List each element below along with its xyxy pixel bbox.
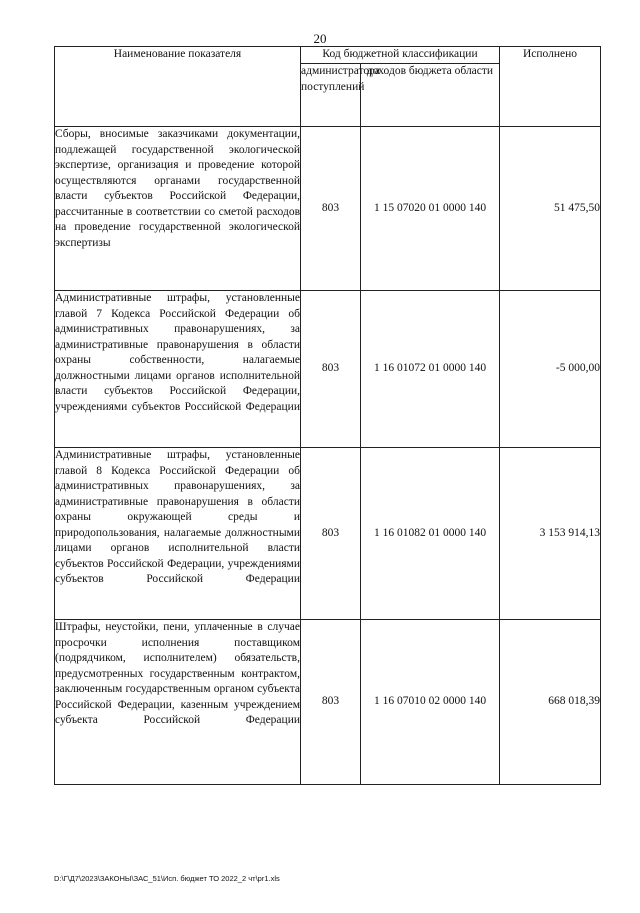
header-row (55, 47, 601, 64)
row-admin-code: 803 (301, 620, 361, 785)
row-revenue-code: 1 16 01072 01 0000 140 (361, 291, 500, 448)
row-name: Штрафы, неустойки, пени, уплаченные в случае просрочки исполнения поставщиком (подрядчиком, исполнителем) обязательств, предусмотренных государственным контрактом, заключенным государственным органом субъекта Российской Федерации, казенным учреждением субъекта Российской Федерации (55, 620, 301, 785)
row-revenue-code: 1 15 07020 01 0000 140 (361, 127, 500, 291)
row-admin-code: 803 (301, 448, 361, 620)
table-row (55, 127, 601, 291)
header-revenue: доходов бюджета области (361, 64, 500, 127)
row-admin-code: 803 (301, 127, 361, 291)
row-name: Сборы, вносимые заказчиками документации, подлежащей государственной экологической экспертизе, организация и проведение которой осуществляются органами государственной власти субъектов Российской Федерации, рассчитанные в соответствии со сметой расходов на проведение государственной экологической экспертизы (55, 127, 301, 291)
row-name: Административные штрафы, установленные главой 8 Кодекса Российской Федерации об административных правонарушениях, за административные правонарушения в области охраны окружающей среды и природопользования, налагаемые должностными лицами органов исполнительной власти субъектов Российской Федерации, учреждениями субъектов Российской Федерации (55, 448, 301, 620)
row-revenue-code: 1 16 07010 02 0000 140 (361, 620, 500, 785)
header-name: Наименование показателя (55, 47, 301, 127)
page-number: 20 (313, 31, 327, 46)
row-amount: 668 018,39 (500, 620, 601, 785)
row-amount: 3 153 914,13 (500, 448, 601, 620)
header-code-group: Код бюджетной классификации (301, 47, 500, 64)
table-row (55, 291, 601, 448)
row-amount: 51 475,50 (500, 127, 601, 291)
row-amount: -5 000,00 (500, 291, 601, 448)
budget-table (54, 46, 601, 785)
header-executed: Исполнено (500, 47, 601, 127)
file-path-footer: D:\Г\Д7\2023\ЗАКОНЫ\ЗАС_51\Исп. бюджет ТО 2022_2 чт\pr1.xls (54, 874, 280, 883)
table-row (55, 448, 601, 620)
row-name: Административные штрафы, установленные главой 7 Кодекса Российской Федерации об административных правонарушениях, за административные правонарушения в области охраны собственности, налагаемые должностными лицами органов исполнительной власти субъектов Российской Федерации, учреждениями субъектов Российской Федерации (55, 291, 301, 448)
header-admin: администратора поступлений (301, 64, 361, 127)
table-row (55, 620, 601, 785)
row-admin-code: 803 (301, 291, 361, 448)
row-revenue-code: 1 16 01082 01 0000 140 (361, 448, 500, 620)
